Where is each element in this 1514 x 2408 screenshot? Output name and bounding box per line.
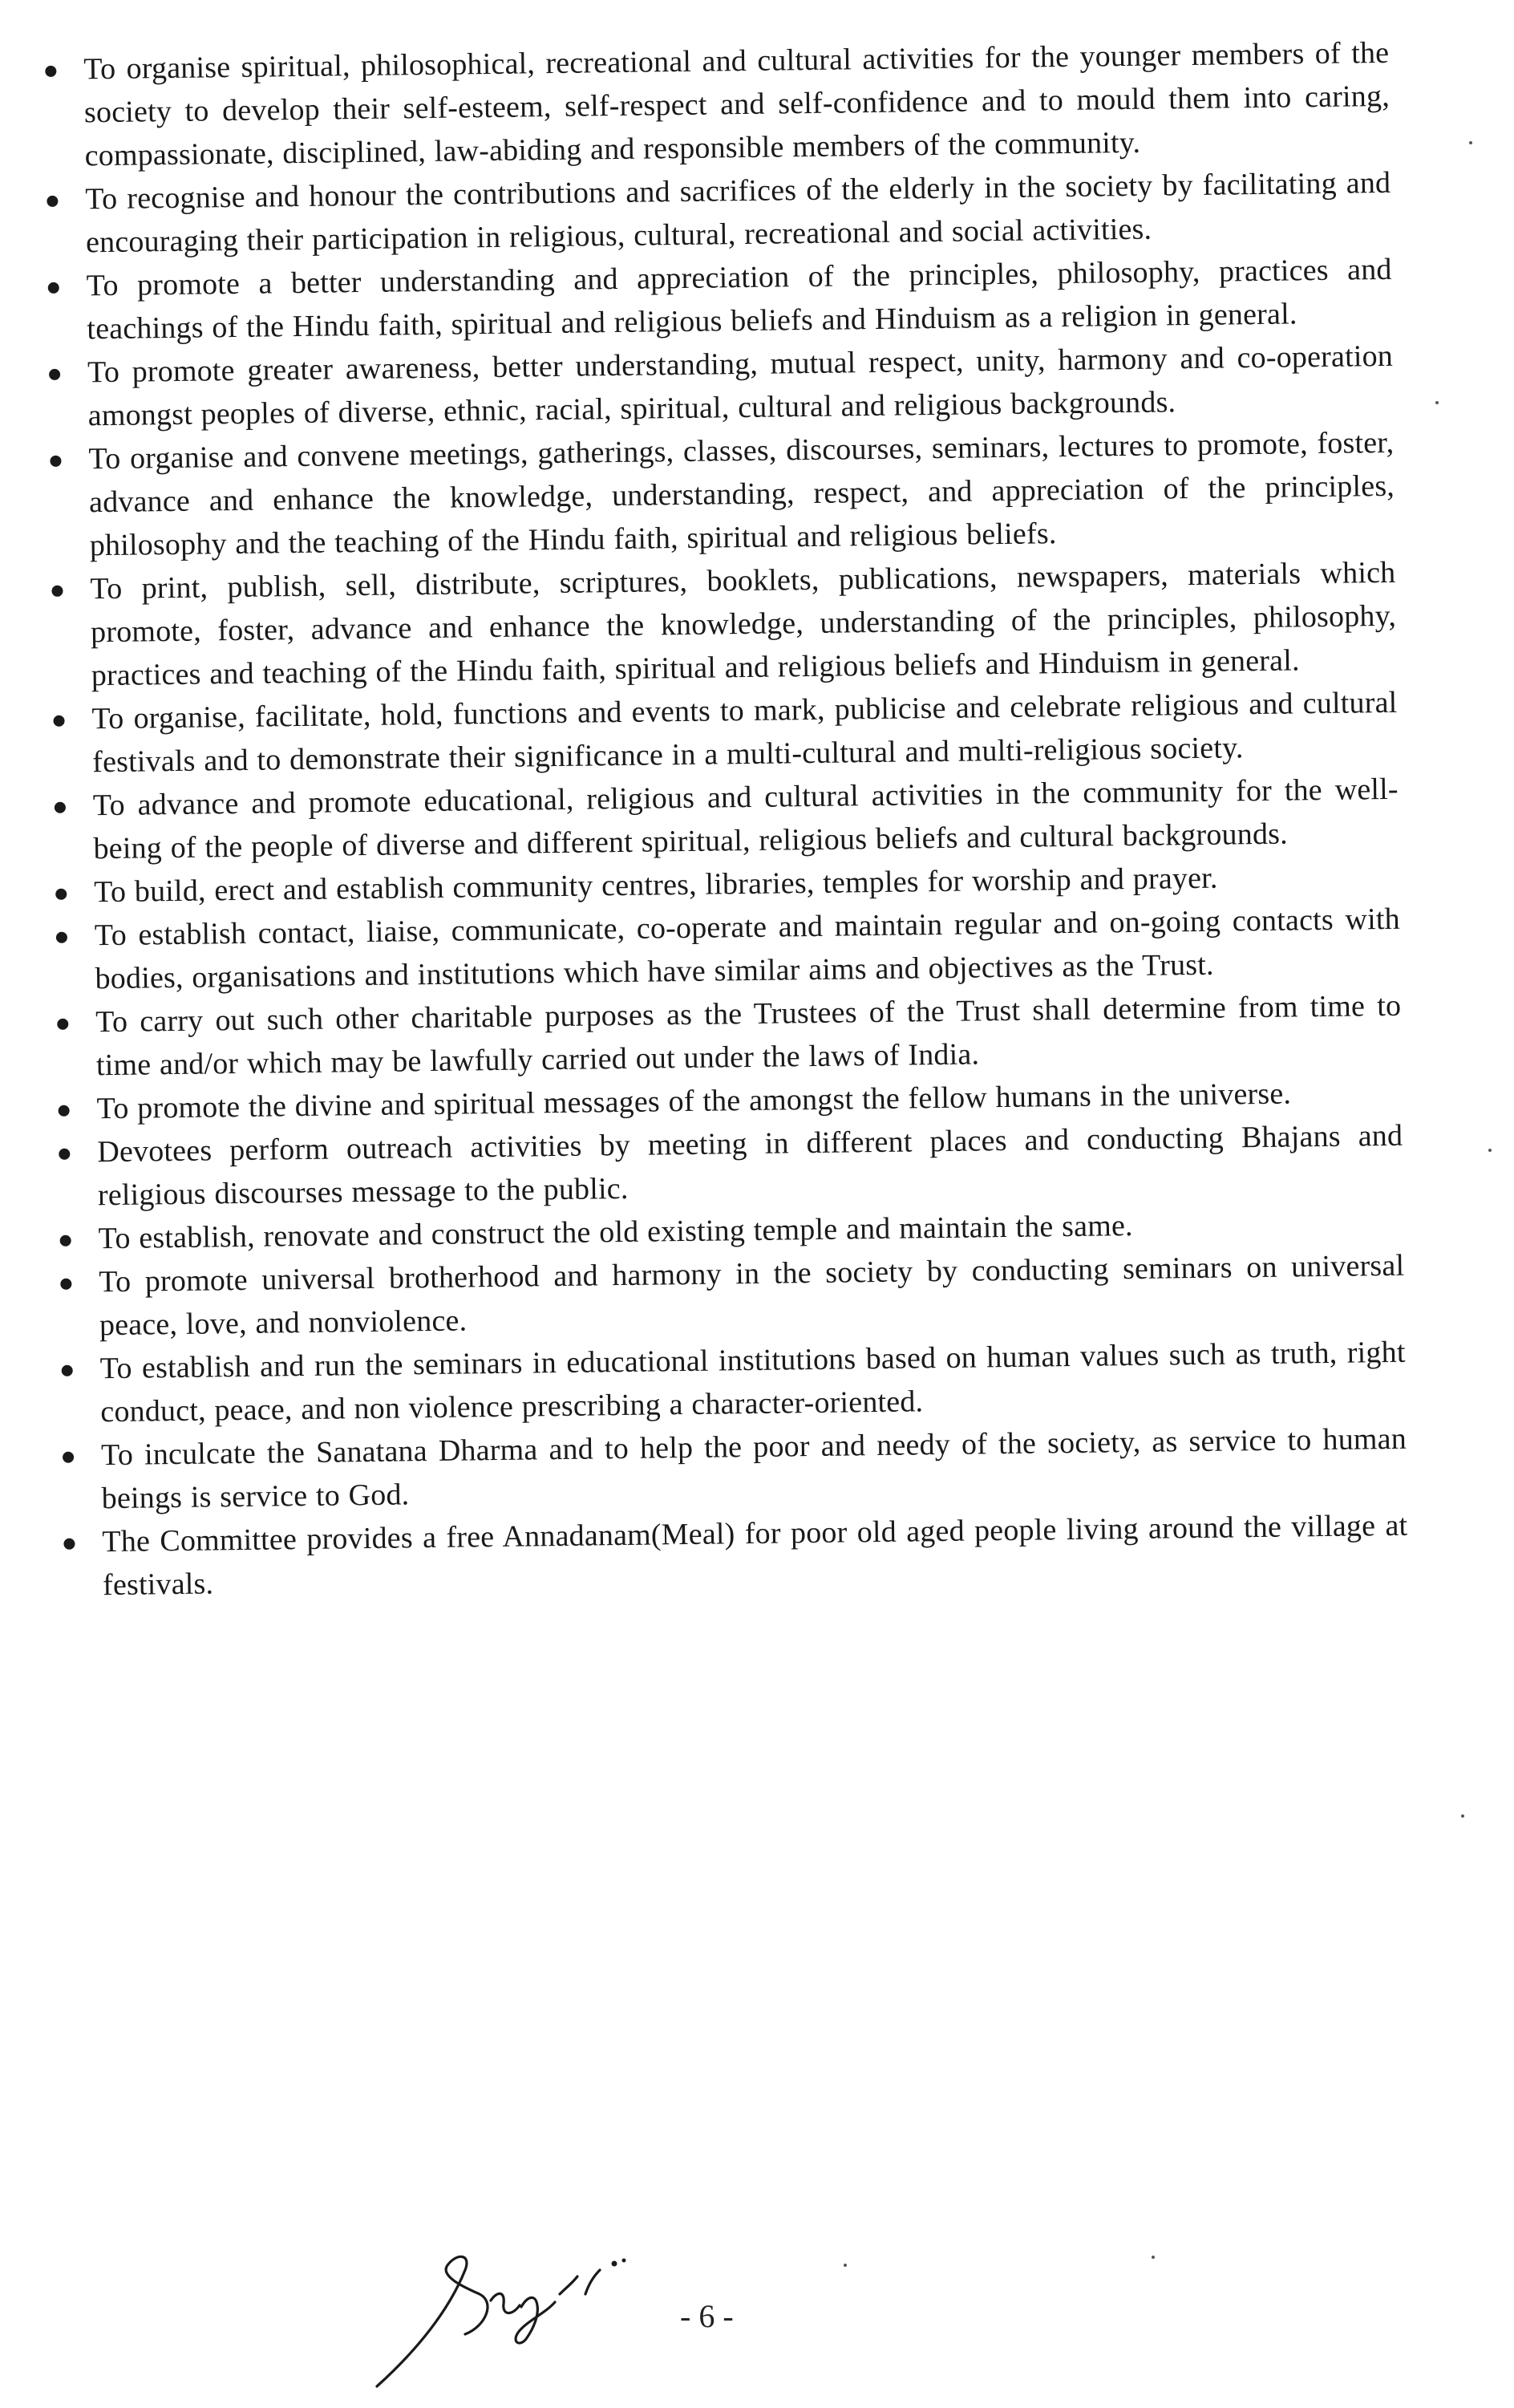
list-item (58, 1331, 1406, 1434)
bullet-icon (63, 1538, 75, 1550)
scan-speck (1461, 1814, 1464, 1818)
list-item-text: To organise spiritual, philosophical, recreational and cultural activities for the younger members of the society to develop their self-esteem, self-respect and self-confidence and to mould them into caring, compassionate, disciplined, law-abiding and responsible members of the community. (83, 35, 1391, 173)
bullet-icon (55, 889, 67, 900)
scan-speck (1435, 401, 1439, 404)
list-item-text: To print, publish, sell, distribute, scriptures, booklets, publications, newspapers, materials which promote, foster, advance and enhance the knowledge, understanding of the principles, philosophy, practices and teaching of the Hindu faith, spiritual and religious beliefs and Hinduism in general. (90, 555, 1397, 693)
bullet-icon (55, 802, 66, 813)
bullet-icon (45, 66, 56, 77)
bullet-icon (50, 456, 61, 467)
page-number: - 6 - (680, 2298, 734, 2334)
scan-speck (1488, 1149, 1492, 1152)
list-item (60, 1504, 1408, 1607)
list-item (57, 1244, 1405, 1348)
signature (345, 2238, 666, 2390)
list-item-text: To promote the divine and spiritual messages of the amongst the fellow humans in the universe. (96, 1076, 1292, 1126)
bullet-icon (49, 369, 60, 380)
list-item-text: Devotees perform outreach activities by meeting in different places and conducting Bhajans and religious discourses message to the public. (97, 1118, 1403, 1213)
list-item (48, 551, 1397, 698)
list-item-text: To inculcate the Sanatana Dharma and to help the poor and needy of the society, as service to human beings is service to God. (100, 1421, 1407, 1516)
bullet-icon (60, 1279, 71, 1290)
bullet-icon (59, 1105, 70, 1117)
list-item-text: To establish, renovate and construct the old existing temple and maintain the same. (98, 1209, 1133, 1256)
bullet-icon (47, 196, 58, 207)
bullet-icon (53, 716, 64, 727)
page-footer (0, 2230, 1514, 2390)
list-item-text: To establish contact, liaise, communicate, co-operate and maintain regular and on-going contacts with bodies, organisations and institutions which have similar aims and objectives as the Trust. (94, 902, 1401, 996)
list-item-text: To advance and promote educational, religious and cultural activities in the community for the well-being of the people of diverse and different spiritual, religious beliefs and cultural backgrounds. (92, 772, 1399, 866)
list-item-text: To organise and convene meetings, gatherings, classes, discourses, seminars, lectures to promote, foster, advance and enhance the knowledge, understanding, respect, and appreciation of the principles, philosophy and the teaching of the Hindu faith, spiritual and religious beliefs. (88, 425, 1395, 563)
bullet-icon (48, 282, 59, 294)
list-item (54, 984, 1402, 1088)
list-item (50, 681, 1398, 784)
list-item (42, 31, 1391, 178)
list-item-text: To promote universal brotherhood and harmony in the society by conducting seminars on universal peace, love, and nonviolence. (99, 1248, 1405, 1343)
list-item (44, 248, 1392, 351)
bullet-icon (60, 1235, 71, 1247)
scan-speck (1152, 2256, 1155, 2259)
document-body (42, 31, 1408, 1607)
list-item-text: To carry out such other charitable purposes as the Trustees of the Trust shall determine from time to time and/or which may be lawfully carried out under the laws of India. (95, 988, 1402, 1083)
list-item (43, 161, 1391, 265)
list-item (51, 768, 1399, 871)
scan-speck (844, 2264, 847, 2267)
bullet-icon (59, 1149, 70, 1160)
bullet-icon (56, 932, 67, 943)
list-item-text: To recognise and honour the contributions and sacrifices of the elderly in the society by facilitating and encouraging their participation in religious, cultural, recreational and social activities. (85, 165, 1391, 260)
list-item (55, 1114, 1403, 1218)
list-item-text: To organise, facilitate, hold, functions and events to mark, publicise and celebrate religious and cultural festivals and to demonstrate their significance in a multi-cultural and multi-religious society. (91, 685, 1398, 780)
scan-speck (1469, 141, 1472, 144)
list-item (46, 334, 1394, 438)
objectives-list (42, 31, 1408, 1607)
list-item-text: To establish and run the seminars in educational institutions based on human values such as truth, right conduct, peace, and non violence prescribing a character-oriented. (99, 1335, 1406, 1429)
list-item-text: The Committee provides a free Annadanam(Meal) for poor old aged people living around the village at festivals. (102, 1508, 1408, 1603)
bullet-icon (57, 1019, 68, 1030)
bullet-icon (62, 1365, 73, 1376)
list-item (53, 898, 1401, 1001)
list-item-text: To promote a better understanding and appreciation of the principles, philosophy, practices and teachings of the Hindu faith, spiritual and religious beliefs and Hinduism as a religion in general. (86, 252, 1392, 347)
list-item (59, 1417, 1407, 1521)
bullet-icon (63, 1452, 74, 1463)
list-item (47, 421, 1395, 568)
list-item-text: To promote greater awareness, better understanding, mutual respect, unity, harmony and co-operation amongst peoples of diverse, ethnic, racial, spiritual, cultural and religious backgrounds. (87, 338, 1394, 433)
list-item-text: To build, erect and establish community centres, libraries, temples for worship and prayer. (93, 861, 1218, 910)
bullet-icon (51, 586, 63, 597)
